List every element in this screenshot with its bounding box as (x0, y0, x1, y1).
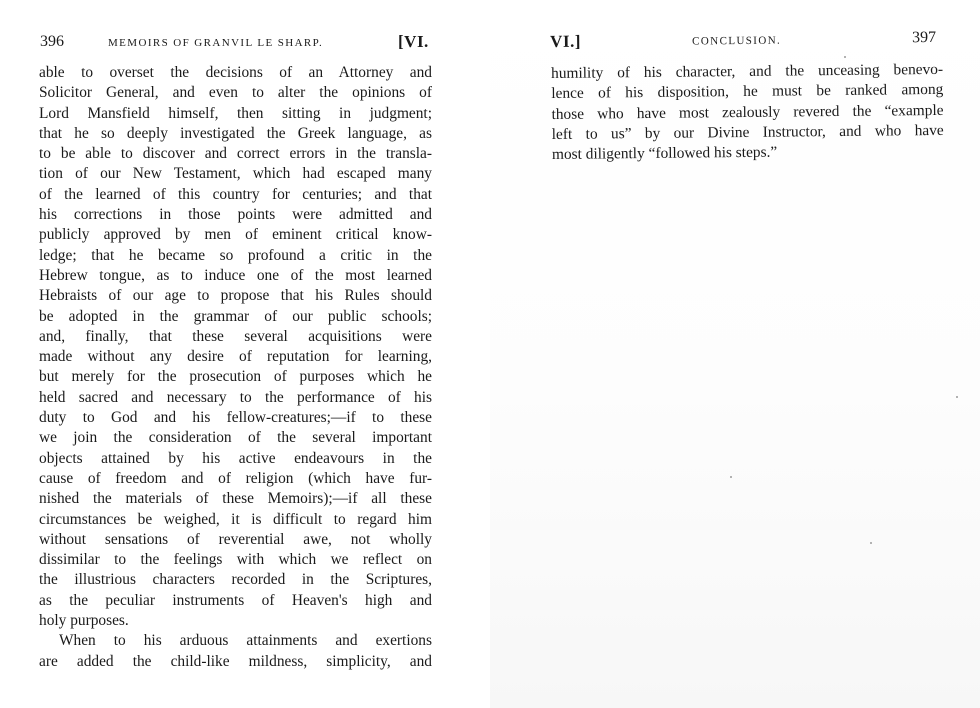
text-line: are added the child-like mildness, simplicity, and (39, 652, 432, 670)
text-line: dissimilar to the feelings with which we reflect on (39, 551, 432, 569)
text-line: Solicitor General, and even to alter the opinions of (39, 84, 432, 102)
text-line: cause of freedom and of religion (which have fur- (39, 469, 432, 487)
right-page (490, 0, 980, 708)
text-line: Lord Mansfield himself, then sitting in judgment; (39, 104, 432, 122)
text-line: lence of his disposition, he must be ranked among (551, 81, 944, 103)
text-line: those who have most zealously revered the “example (551, 101, 944, 123)
text-line: holy purposes. (39, 612, 129, 630)
text-line: When to his arduous attainments and exertions (59, 632, 432, 650)
right-page-header (550, 26, 942, 54)
text-line: made without any desire of reputation for learning, (39, 348, 432, 366)
text-line: most diligently “followed his steps.” (551, 143, 778, 164)
text-line: without sensations of reverential awe, not wholly (39, 530, 432, 548)
text-line: able to overset the decisions of an Attorney and (39, 64, 432, 81)
left-page-body (39, 63, 432, 672)
text-line: the illustrious characters recorded in the Scriptures, (39, 571, 432, 589)
left-page-header (40, 30, 440, 54)
text-line: and, finally, that these several acquisitions were (39, 327, 432, 345)
right-page-number: 397 (912, 28, 937, 47)
text-line: left to us” by our Divine Instructor, and who have (551, 121, 944, 143)
text-line: of the learned of this country for centuries; and that (39, 185, 432, 203)
text-line: objects attained by his active endeavours in the (39, 449, 432, 467)
text-line: we join the consideration of the several important (39, 429, 432, 447)
scan-speck (870, 542, 872, 544)
text-line: as the peculiar instruments of Heaven's high and (39, 591, 432, 609)
text-line: that he so deeply investigated the Greek language, as (39, 124, 432, 142)
right-page-body (551, 60, 944, 166)
scan-speck (844, 56, 846, 58)
right-section-mark: VI.] (550, 31, 582, 51)
text-line: publicly approved by men of eminent critical know- (39, 226, 432, 244)
text-line: nished the materials of these Memoirs);—if all these (39, 490, 432, 508)
text-line: humility of his character, and the unceasing benevo- (551, 60, 944, 82)
text-line: circumstances be weighed, it is difficult to regard him (39, 510, 432, 528)
text-line: to be able to discover and correct errors in the transla- (39, 145, 432, 163)
scan-speck (730, 476, 732, 478)
text-line: but merely for the prosecution of purposes which he (39, 368, 432, 386)
text-line: be adopted in the grammar of our public schools; (39, 307, 432, 325)
right-running-title: CONCLUSION. (692, 34, 782, 48)
text-line: tion of our New Testament, which had escaped many (39, 165, 432, 183)
text-line: held sacred and necessary to the performance of his (39, 388, 432, 406)
text-line: duty to God and his fellow-creatures;—if to these (39, 409, 432, 427)
left-section-mark: [VI. (398, 32, 429, 51)
text-line: Hebraists of our age to propose that his Rules should (39, 287, 432, 305)
text-line: ledge; that he became so profound a critic in the (39, 246, 432, 264)
left-page-number: 396 (40, 33, 64, 50)
left-running-title: MEMOIRS OF GRANVIL LE SHARP. (108, 37, 324, 49)
text-line: his corrections in those points were admitted and (39, 206, 432, 224)
scan-speck (956, 396, 958, 398)
text-line: Hebrew tongue, as to induce one of the most learned (39, 266, 432, 284)
